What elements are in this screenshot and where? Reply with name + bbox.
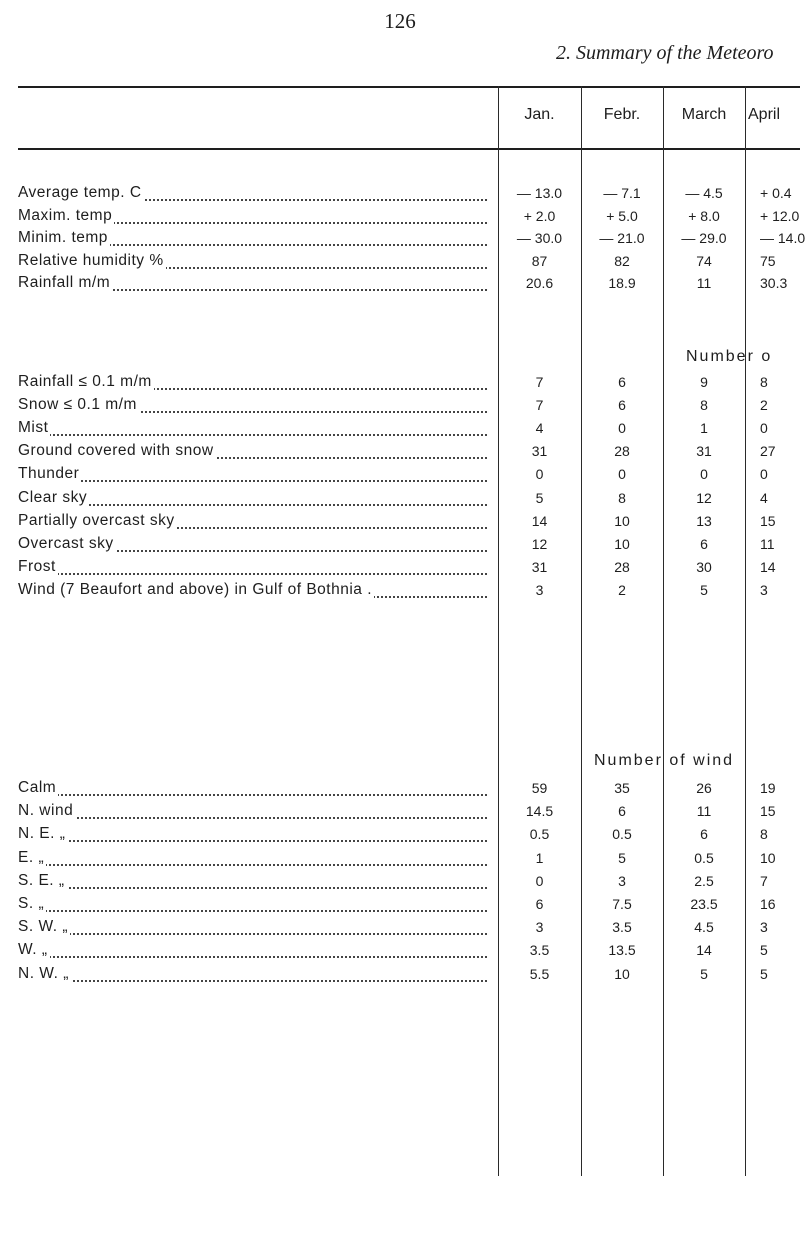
row-label-text: Partially overcast sky bbox=[18, 511, 175, 529]
row-label-text: E. „ bbox=[18, 848, 45, 866]
leader-dots bbox=[18, 910, 487, 912]
table-cell: 27 bbox=[760, 443, 776, 460]
table-cell: 75 bbox=[760, 252, 776, 269]
column-header-march: March bbox=[681, 106, 727, 123]
row-label bbox=[18, 252, 491, 274]
table-cell: 15 bbox=[760, 512, 776, 529]
row-label bbox=[18, 558, 491, 580]
row-label bbox=[18, 849, 491, 871]
table-cell: 0 bbox=[760, 420, 768, 437]
table-cell: 20.6 bbox=[525, 275, 554, 291]
table-cell: 31 bbox=[696, 443, 712, 460]
leader-dots bbox=[18, 887, 487, 889]
table-cell: 0.5 bbox=[694, 849, 714, 866]
row-label-text: Wind (7 Beaufort and above) in Gulf of Bothnia . bbox=[18, 580, 372, 598]
row-label bbox=[18, 396, 491, 418]
table-cell: 5 bbox=[618, 849, 626, 866]
leader-dots bbox=[18, 933, 487, 935]
row-label-text: Overcast sky bbox=[18, 534, 114, 552]
table-cell: 26 bbox=[696, 780, 712, 796]
table-cell: 0 bbox=[700, 466, 708, 483]
table-cell: 3 bbox=[535, 919, 544, 936]
row-label bbox=[18, 779, 491, 801]
section-heading-number-of-days: Number o bbox=[686, 348, 773, 365]
row-label-text: Snow ≤ 0.1 m/m bbox=[18, 396, 137, 414]
page-number: 126 bbox=[384, 9, 416, 33]
leader-dots bbox=[18, 840, 487, 842]
row-label-text: Average temp. C bbox=[18, 184, 142, 201]
table-cell: 7 bbox=[760, 872, 768, 889]
table-cell: 5 bbox=[535, 489, 544, 506]
table-cell: 0 bbox=[535, 466, 544, 483]
table-cell: — 14.0 bbox=[760, 230, 806, 246]
row-label bbox=[18, 872, 491, 894]
table-cell: 74 bbox=[696, 252, 712, 269]
leader-dots bbox=[18, 817, 487, 819]
table-cell: 15 bbox=[760, 803, 776, 820]
table-cell: 31 bbox=[531, 558, 548, 575]
leader-dots bbox=[18, 980, 487, 982]
row-label-text: Mist bbox=[18, 419, 49, 437]
table-cell: 30.3 bbox=[760, 275, 788, 291]
row-label-text: S. W. „ bbox=[18, 918, 68, 936]
table-cell: 12 bbox=[696, 489, 712, 506]
row-label-text: S. E. „ bbox=[18, 871, 65, 889]
table-cell: 5.5 bbox=[529, 965, 550, 982]
table-cell: + 8.0 bbox=[688, 207, 720, 224]
row-label bbox=[18, 941, 491, 963]
row-label-text: N. W. „ bbox=[18, 964, 69, 982]
row-label-text: Ground covered with snow bbox=[18, 442, 214, 460]
row-label-text: Clear sky bbox=[18, 488, 88, 506]
row-label bbox=[18, 802, 491, 824]
row-label-text: W. „ bbox=[18, 941, 48, 959]
row-label bbox=[18, 184, 491, 206]
leader-dots bbox=[18, 480, 487, 482]
table-cell: 3 bbox=[760, 581, 768, 598]
table-cell: 3 bbox=[618, 872, 626, 889]
row-label bbox=[18, 581, 491, 603]
table-cell: 23.5 bbox=[690, 896, 718, 912]
table-cell: 16 bbox=[760, 896, 776, 912]
column-header-febr: Febr. bbox=[603, 106, 641, 123]
row-label-text: Rainfall m/m bbox=[18, 274, 111, 291]
table-cell: 8 bbox=[760, 374, 768, 390]
row-label-text: Frost bbox=[18, 557, 56, 575]
table-cell: 13 bbox=[696, 512, 712, 529]
table-cell: 8 bbox=[700, 397, 708, 414]
row-label-text: N. wind bbox=[18, 802, 74, 820]
table-cell: 30 bbox=[696, 558, 712, 575]
table-cell: 8 bbox=[760, 826, 768, 843]
table-cell: 9 bbox=[700, 374, 708, 390]
leader-dots bbox=[18, 794, 487, 796]
table-cell: 82 bbox=[614, 252, 630, 269]
table-cell: 19 bbox=[760, 780, 776, 796]
table-cell: — 30.0 bbox=[516, 230, 563, 246]
row-label-text: Maxim. temp bbox=[18, 206, 113, 224]
table-cell: 14 bbox=[760, 558, 776, 575]
row-label bbox=[18, 229, 491, 251]
table-cell: 2 bbox=[618, 581, 626, 598]
table-title: 2. Summary of the Meteoro bbox=[556, 42, 774, 64]
column-header-april: April bbox=[748, 106, 781, 123]
table-cell: — 4.5 bbox=[685, 185, 723, 201]
column-divider bbox=[745, 86, 746, 1176]
table-cell: 14 bbox=[531, 512, 548, 529]
table-cell: 18.9 bbox=[608, 275, 636, 291]
row-label bbox=[18, 207, 491, 229]
row-label-text: S. „ bbox=[18, 895, 45, 912]
table-cell: 11 bbox=[760, 535, 775, 552]
table-cell: 2.5 bbox=[694, 872, 714, 889]
table-cell: 0 bbox=[535, 872, 544, 889]
table-cell: — 13.0 bbox=[516, 185, 563, 201]
row-label bbox=[18, 535, 491, 557]
table-cell: 12 bbox=[531, 535, 548, 552]
table-cell: 0 bbox=[618, 420, 626, 437]
table-cell: 11 bbox=[696, 275, 712, 291]
table-cell: 4 bbox=[760, 489, 768, 506]
table-cell: 31 bbox=[531, 443, 548, 460]
row-label bbox=[18, 274, 491, 296]
table-cell: + 2.0 bbox=[523, 207, 556, 224]
row-label-text: Minim. temp bbox=[18, 229, 108, 246]
row-label bbox=[18, 419, 491, 441]
table-cell: 35 bbox=[614, 780, 630, 796]
table-cell: 3.5 bbox=[612, 919, 632, 936]
table-cell: 14.5 bbox=[525, 803, 554, 820]
row-label-text: N. E. „ bbox=[18, 825, 66, 843]
table-cell: 10 bbox=[614, 535, 630, 552]
table-cell: 0 bbox=[618, 466, 626, 483]
table-cell: 8 bbox=[618, 489, 626, 506]
table-cell: 3 bbox=[760, 919, 768, 936]
table-cell: 1 bbox=[700, 420, 708, 437]
table-cell: 13.5 bbox=[608, 942, 636, 959]
table-cell: 0 bbox=[760, 466, 768, 483]
table-cell: — 29.0 bbox=[681, 230, 727, 246]
table-cell: 0.5 bbox=[529, 826, 550, 843]
table-cell: 5 bbox=[760, 965, 768, 982]
table-cell: 5 bbox=[700, 965, 708, 982]
table-cell: 28 bbox=[614, 443, 630, 460]
row-label bbox=[18, 895, 491, 917]
row-label-text: Relative humidity % bbox=[18, 251, 164, 269]
row-label bbox=[18, 965, 491, 987]
table-cell: 3.5 bbox=[529, 942, 550, 959]
table-cell: 4 bbox=[535, 420, 544, 437]
table-cell: 5 bbox=[760, 942, 768, 959]
table-cell: 7 bbox=[535, 374, 544, 390]
table-cell: 11 bbox=[696, 803, 712, 820]
row-label bbox=[18, 825, 491, 847]
leader-dots bbox=[18, 864, 487, 866]
table-cell: 5 bbox=[700, 581, 708, 598]
row-label-text: Thunder bbox=[18, 465, 80, 483]
table-cell: 6 bbox=[618, 803, 626, 820]
table-cell: 7 bbox=[535, 397, 544, 414]
row-label bbox=[18, 465, 491, 487]
table-cell: 6 bbox=[535, 896, 544, 912]
table-cell: 3 bbox=[535, 581, 544, 598]
row-label bbox=[18, 918, 491, 940]
top-rule bbox=[18, 86, 800, 88]
table-cell: + 12.0 bbox=[760, 207, 800, 224]
column-header-jan: Jan. bbox=[524, 106, 555, 123]
table-cell: + 0.4 bbox=[760, 185, 792, 201]
row-label bbox=[18, 373, 491, 395]
row-label bbox=[18, 489, 491, 511]
leader-dots bbox=[18, 956, 487, 958]
table-cell: 6 bbox=[618, 397, 626, 414]
table-cell: 4.5 bbox=[694, 919, 714, 936]
table-cell: 6 bbox=[700, 826, 708, 843]
table-cell: 10 bbox=[614, 512, 630, 529]
table-cell: 7.5 bbox=[612, 896, 632, 912]
leader-dots bbox=[18, 573, 487, 575]
table-cell: 10 bbox=[760, 849, 776, 866]
section-heading-wind: Number of wind bbox=[594, 752, 735, 769]
table-cell: — 7.1 bbox=[603, 185, 641, 201]
table-cell: 87 bbox=[531, 252, 548, 269]
table-cell: 6 bbox=[618, 374, 626, 390]
table-cell: 2 bbox=[760, 397, 768, 414]
row-label bbox=[18, 442, 491, 464]
header-rule bbox=[18, 148, 800, 150]
table-cell: — 21.0 bbox=[599, 230, 645, 246]
table-cell: 6 bbox=[700, 535, 708, 552]
table-cell: 59 bbox=[531, 780, 548, 796]
table-cell: 0.5 bbox=[612, 826, 632, 843]
table-cell: 14 bbox=[696, 942, 712, 959]
table-cell: + 5.0 bbox=[606, 207, 638, 224]
row-label-text: Rainfall ≤ 0.1 m/m bbox=[18, 373, 152, 390]
row-label bbox=[18, 512, 491, 534]
leader-dots bbox=[18, 434, 487, 436]
table-cell: 28 bbox=[614, 558, 630, 575]
table-cell: 1 bbox=[535, 849, 544, 866]
row-label-text: Calm bbox=[18, 779, 57, 796]
table-cell: 10 bbox=[614, 965, 630, 982]
